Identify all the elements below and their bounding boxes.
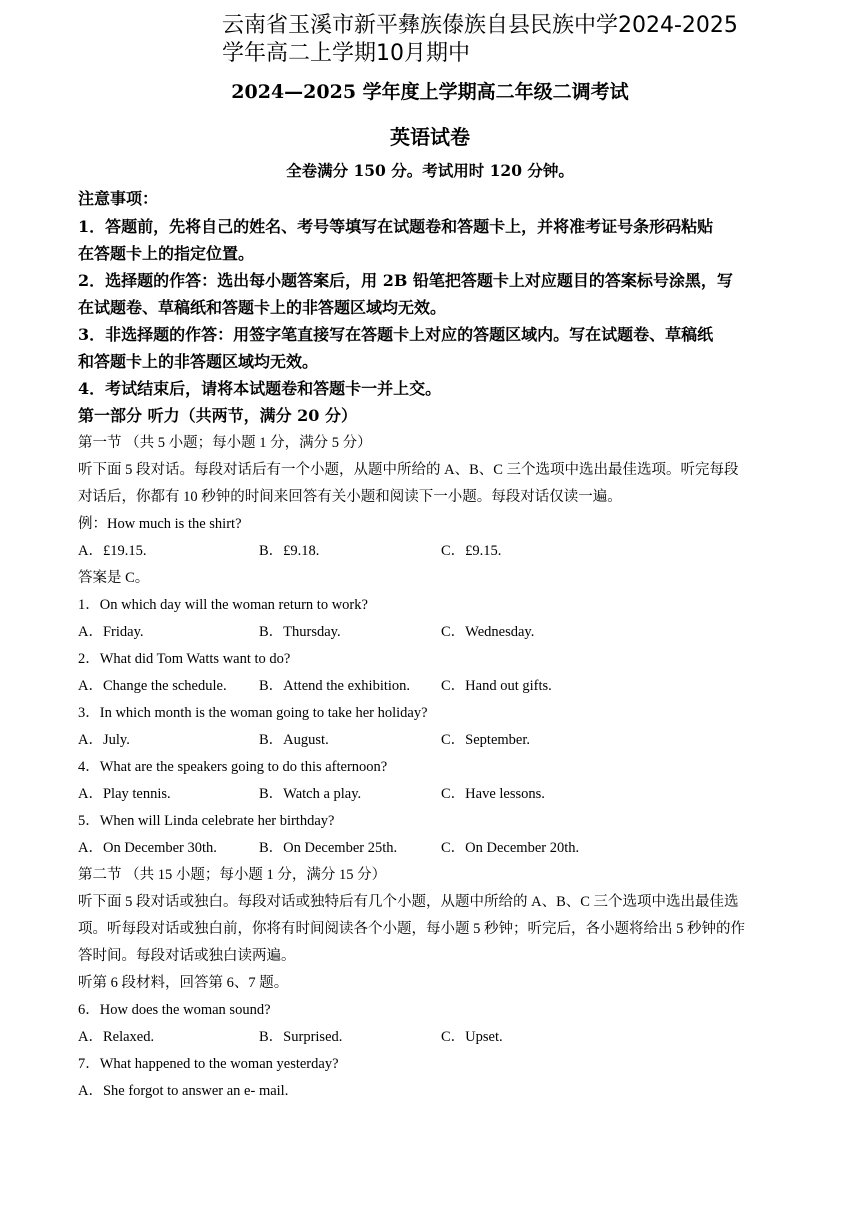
section2-instruction-1: 听下面 5 段对话或独白。每段对话或独特后有几个小题，从题中所给的 A、B、C 三个选项中选出最佳选 (78, 894, 739, 910)
q1-option-b: B．Thursday. (259, 624, 341, 640)
question-5: 5．When will Linda celebrate her birthday? (78, 813, 335, 829)
subject-title: 英语试卷 (390, 125, 470, 149)
section2-instruction-3: 答时间。每段对话或独白读两遍。 (78, 948, 296, 964)
q6-option-b: B．Surprised. (259, 1029, 343, 1045)
question-1: 1．On which day will the woman return to work? (78, 597, 368, 613)
notes-heading: 注意事项： (78, 189, 159, 208)
question-2: 2．What did Tom Watts want to do? (78, 651, 291, 667)
q5-option-b: B．On December 25th. (259, 840, 398, 856)
example-option-c: C．£9.15. (441, 543, 502, 559)
q6-option-a: A．Relaxed. (78, 1029, 155, 1045)
q2-option-b: B．Attend the exhibition. (259, 678, 411, 694)
q5-option-a: A．On December 30th. (78, 840, 217, 856)
q5-option-c: C．On December 20th. (441, 840, 580, 856)
q2-option-a: A．Change the schedule. (78, 678, 227, 694)
material-note: 听第 6 段材料，回答第 6、7 题。 (78, 975, 289, 991)
example-option-b: B．£9.18. (259, 543, 320, 559)
q1-option-c: C．Wednesday. (441, 624, 535, 640)
example-option-a: A．£19.15. (78, 543, 147, 559)
q1-option-a: A．Friday. (78, 624, 144, 640)
doc-title-line2: 学年高二上学期10月期中 (222, 41, 470, 66)
q7-option-a: A．She forgot to answer an e- mail. (78, 1083, 289, 1099)
score-time: 全卷满分 150 分。考试用时 120 分钟。 (286, 161, 574, 180)
q2-option-c: C．Hand out gifts. (441, 678, 552, 694)
example-question: 例：How much is the shirt? (78, 516, 242, 532)
q4-option-b: B．Watch a play. (259, 786, 362, 802)
question-7: 7．What happened to the woman yesterday? (78, 1056, 339, 1072)
note-3-line-2: 和答题卡上的非答题区域均无效。 (78, 352, 319, 371)
q6-option-c: C．Upset. (441, 1029, 503, 1045)
section1-instruction-1: 听下面 5 段对话。每段对话后有一个小题，从题中所给的 A、B、C 三个选项中选出最佳选项。听完每段 (78, 462, 739, 478)
q4-option-a: A．Play tennis. (78, 786, 171, 802)
question-4: 4．What are the speakers going to do this afternoon? (78, 759, 388, 775)
q3-option-c: C．September. (441, 732, 531, 748)
section2-instruction-2: 项。听每段对话或独白前，你将有时间阅读各个小题，每小题 5 秒钟；听完后，各小题将给出 5 秒钟的作 (78, 921, 745, 937)
note-1-line-1: 1．答题前，先将自己的姓名、考号等填写在试题卷和答题卡上，并将准考证号条形码粘贴 (78, 217, 714, 236)
question-3: 3．In which month is the woman going to take her holiday? (78, 705, 428, 721)
part1-heading: 第一部分 听力（共两节，满分 20 分） (78, 406, 357, 425)
section2-heading: 第二节 （共 15 小题；每小题 1 分，满分 15 分） (78, 867, 387, 883)
note-1-line-2: 在答题卡上的指定位置。 (78, 244, 255, 263)
doc-title-line1: 云南省玉溪市新平彝族傣族自县民族中学2024-2025 (222, 13, 738, 38)
q3-option-b: B．August. (259, 732, 329, 748)
note-4-line-1: 4．考试结束后，请将本试题卷和答题卡一并上交。 (78, 379, 442, 398)
note-2-line-2: 在试题卷、草稿纸和答题卡上的非答题区域均无效。 (78, 298, 447, 317)
example-answer: 答案是 C。 (78, 570, 150, 586)
section1-instruction-2: 对话后，你都有 10 秒钟的时间来回答有关小题和阅读下一小题。每段对话仅读一遍。 (78, 489, 622, 505)
q3-option-a: A．July. (78, 732, 130, 748)
note-3-line-1: 3．非选择题的作答：用签字笔直接写在答题卡上对应的答题区域内。写在试题卷、草稿纸 (78, 325, 714, 344)
exam-title: 2024—2025 学年度上学期高二年级二调考试 (231, 81, 629, 103)
note-2-line-1: 2．选择题的作答：选出每小题答案后，用 2B 铅笔把答题卡上对应题目的答案标号涂黑，写 (78, 271, 733, 290)
section1-heading: 第一节 （共 5 小题；每小题 1 分，满分 5 分） (78, 435, 372, 451)
question-6: 6．How does the woman sound? (78, 1002, 271, 1018)
q4-option-c: C．Have lessons. (441, 786, 545, 802)
